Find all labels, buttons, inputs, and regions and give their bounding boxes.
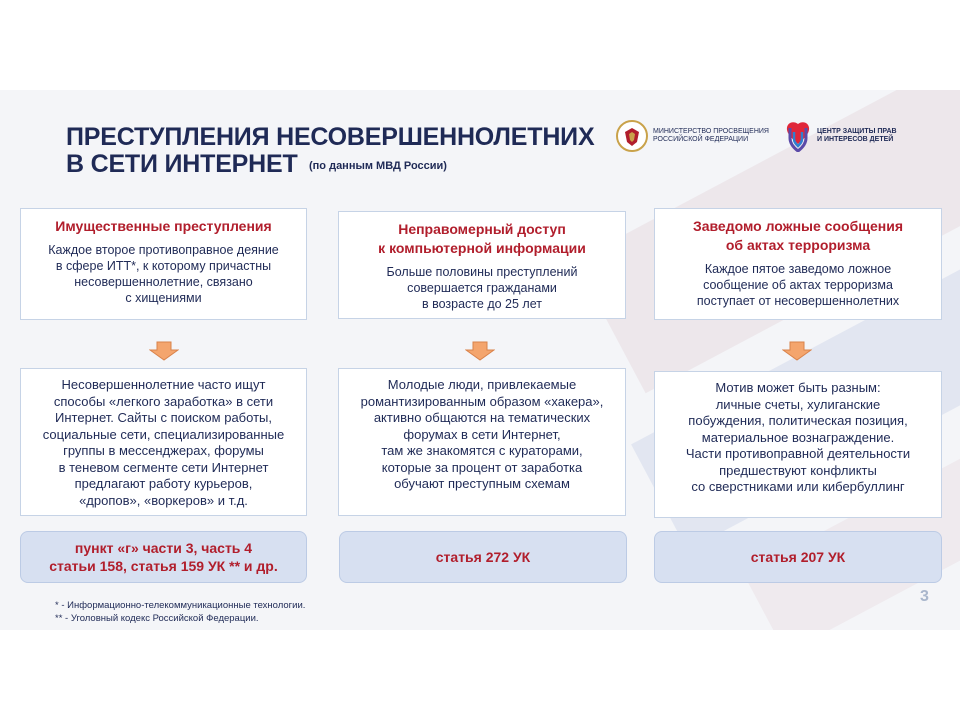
crime-detail-card <box>20 368 307 516</box>
center-logo <box>784 120 897 152</box>
crime-detail-card <box>654 371 942 518</box>
title-line: В СЕТИ ИНТЕРНЕТ <box>66 150 298 178</box>
crime-category-title: Неправомерный доступ к компьютерной информации <box>378 221 586 256</box>
title-line: ПРЕСТУПЛЕНИЯ НЕСОВЕРШЕННОЛЕТНИХ <box>66 123 595 151</box>
footnotes <box>55 599 305 625</box>
ministry-logo <box>616 120 769 152</box>
logo-text-line: МИНИСТЕРСТВО ПРОСВЕЩЕНИЯ <box>653 128 769 135</box>
shield-heart-icon <box>784 120 812 152</box>
crime-statistic-text: Больше половины преступлений совершается гражданами в возрасте до 25 лет <box>386 265 578 311</box>
crime-category-card <box>654 208 942 320</box>
law-article-badge: статья 272 УК <box>339 531 627 583</box>
law-article-badge: статья 207 УК <box>654 531 942 583</box>
crime-detail-text: Молодые люди, привлекаемые романтизированным образом «хакера», активно общаются на тематических форумах в сети Интернет, там же знакомятся с кураторами, которые за процент от заработка обучают преступным схемам <box>360 377 604 491</box>
down-arrow-icon <box>465 341 495 361</box>
crime-category-title: Имущественные преступления <box>55 218 272 234</box>
crime-category-card <box>20 208 307 320</box>
crime-detail-text: Несовершеннолетние часто ищут способы «легкого заработка» в сети Интернет. Сайты с поиском работы, социальные сети, специализированные группы в мессенджерах, форумы в теневом сегменте сети Интернет предлагают работу курьеров, «дропов», «воркеров» и т.д. <box>42 377 285 508</box>
crime-statistic-text: Каждое второе противоправное деяние в сфере ИТТ*, к которому причастны несовершеннолетние, связано с хищениями <box>48 243 279 305</box>
emblem-icon <box>616 120 648 152</box>
law-article-badge: пункт «г» части 3, часть 4 статьи 158, статья 159 УК ** и др. <box>20 531 307 583</box>
crime-category-card <box>338 211 626 319</box>
crime-detail-text: Мотив может быть разным: личные счеты, хулиганские побуждения, политическая позиция, материальное вознаграждение. Части противоправной деятельности предшествуют конфликты со сверстниками или кибербуллинг <box>685 380 911 494</box>
logo-text-line: РОССИЙСКОЙ ФЕДЕРАЦИИ <box>653 136 749 143</box>
logo-text-line: И ИНТЕРЕСОВ ДЕТЕЙ <box>817 136 894 143</box>
logo-text-line: ЦЕНТР ЗАЩИТЫ ПРАВ <box>817 128 897 135</box>
footnote: * - Информационно-телекоммуникационные технологии. <box>55 600 306 611</box>
source-note: (по данным МВД России) <box>309 160 447 172</box>
crime-category-title: Заведомо ложные сообщения об актах терроризма <box>692 218 904 253</box>
footnote: ** - Уголовный кодекс Российской Федерации. <box>55 613 259 624</box>
down-arrow-icon <box>149 341 179 361</box>
down-arrow-icon <box>782 341 812 361</box>
crime-detail-card <box>338 368 626 516</box>
page-number: 3 <box>920 588 929 605</box>
crime-statistic-text: Каждое пятое заведомо ложное сообщение об актах терроризма поступает от несовершеннолетних <box>696 262 900 308</box>
